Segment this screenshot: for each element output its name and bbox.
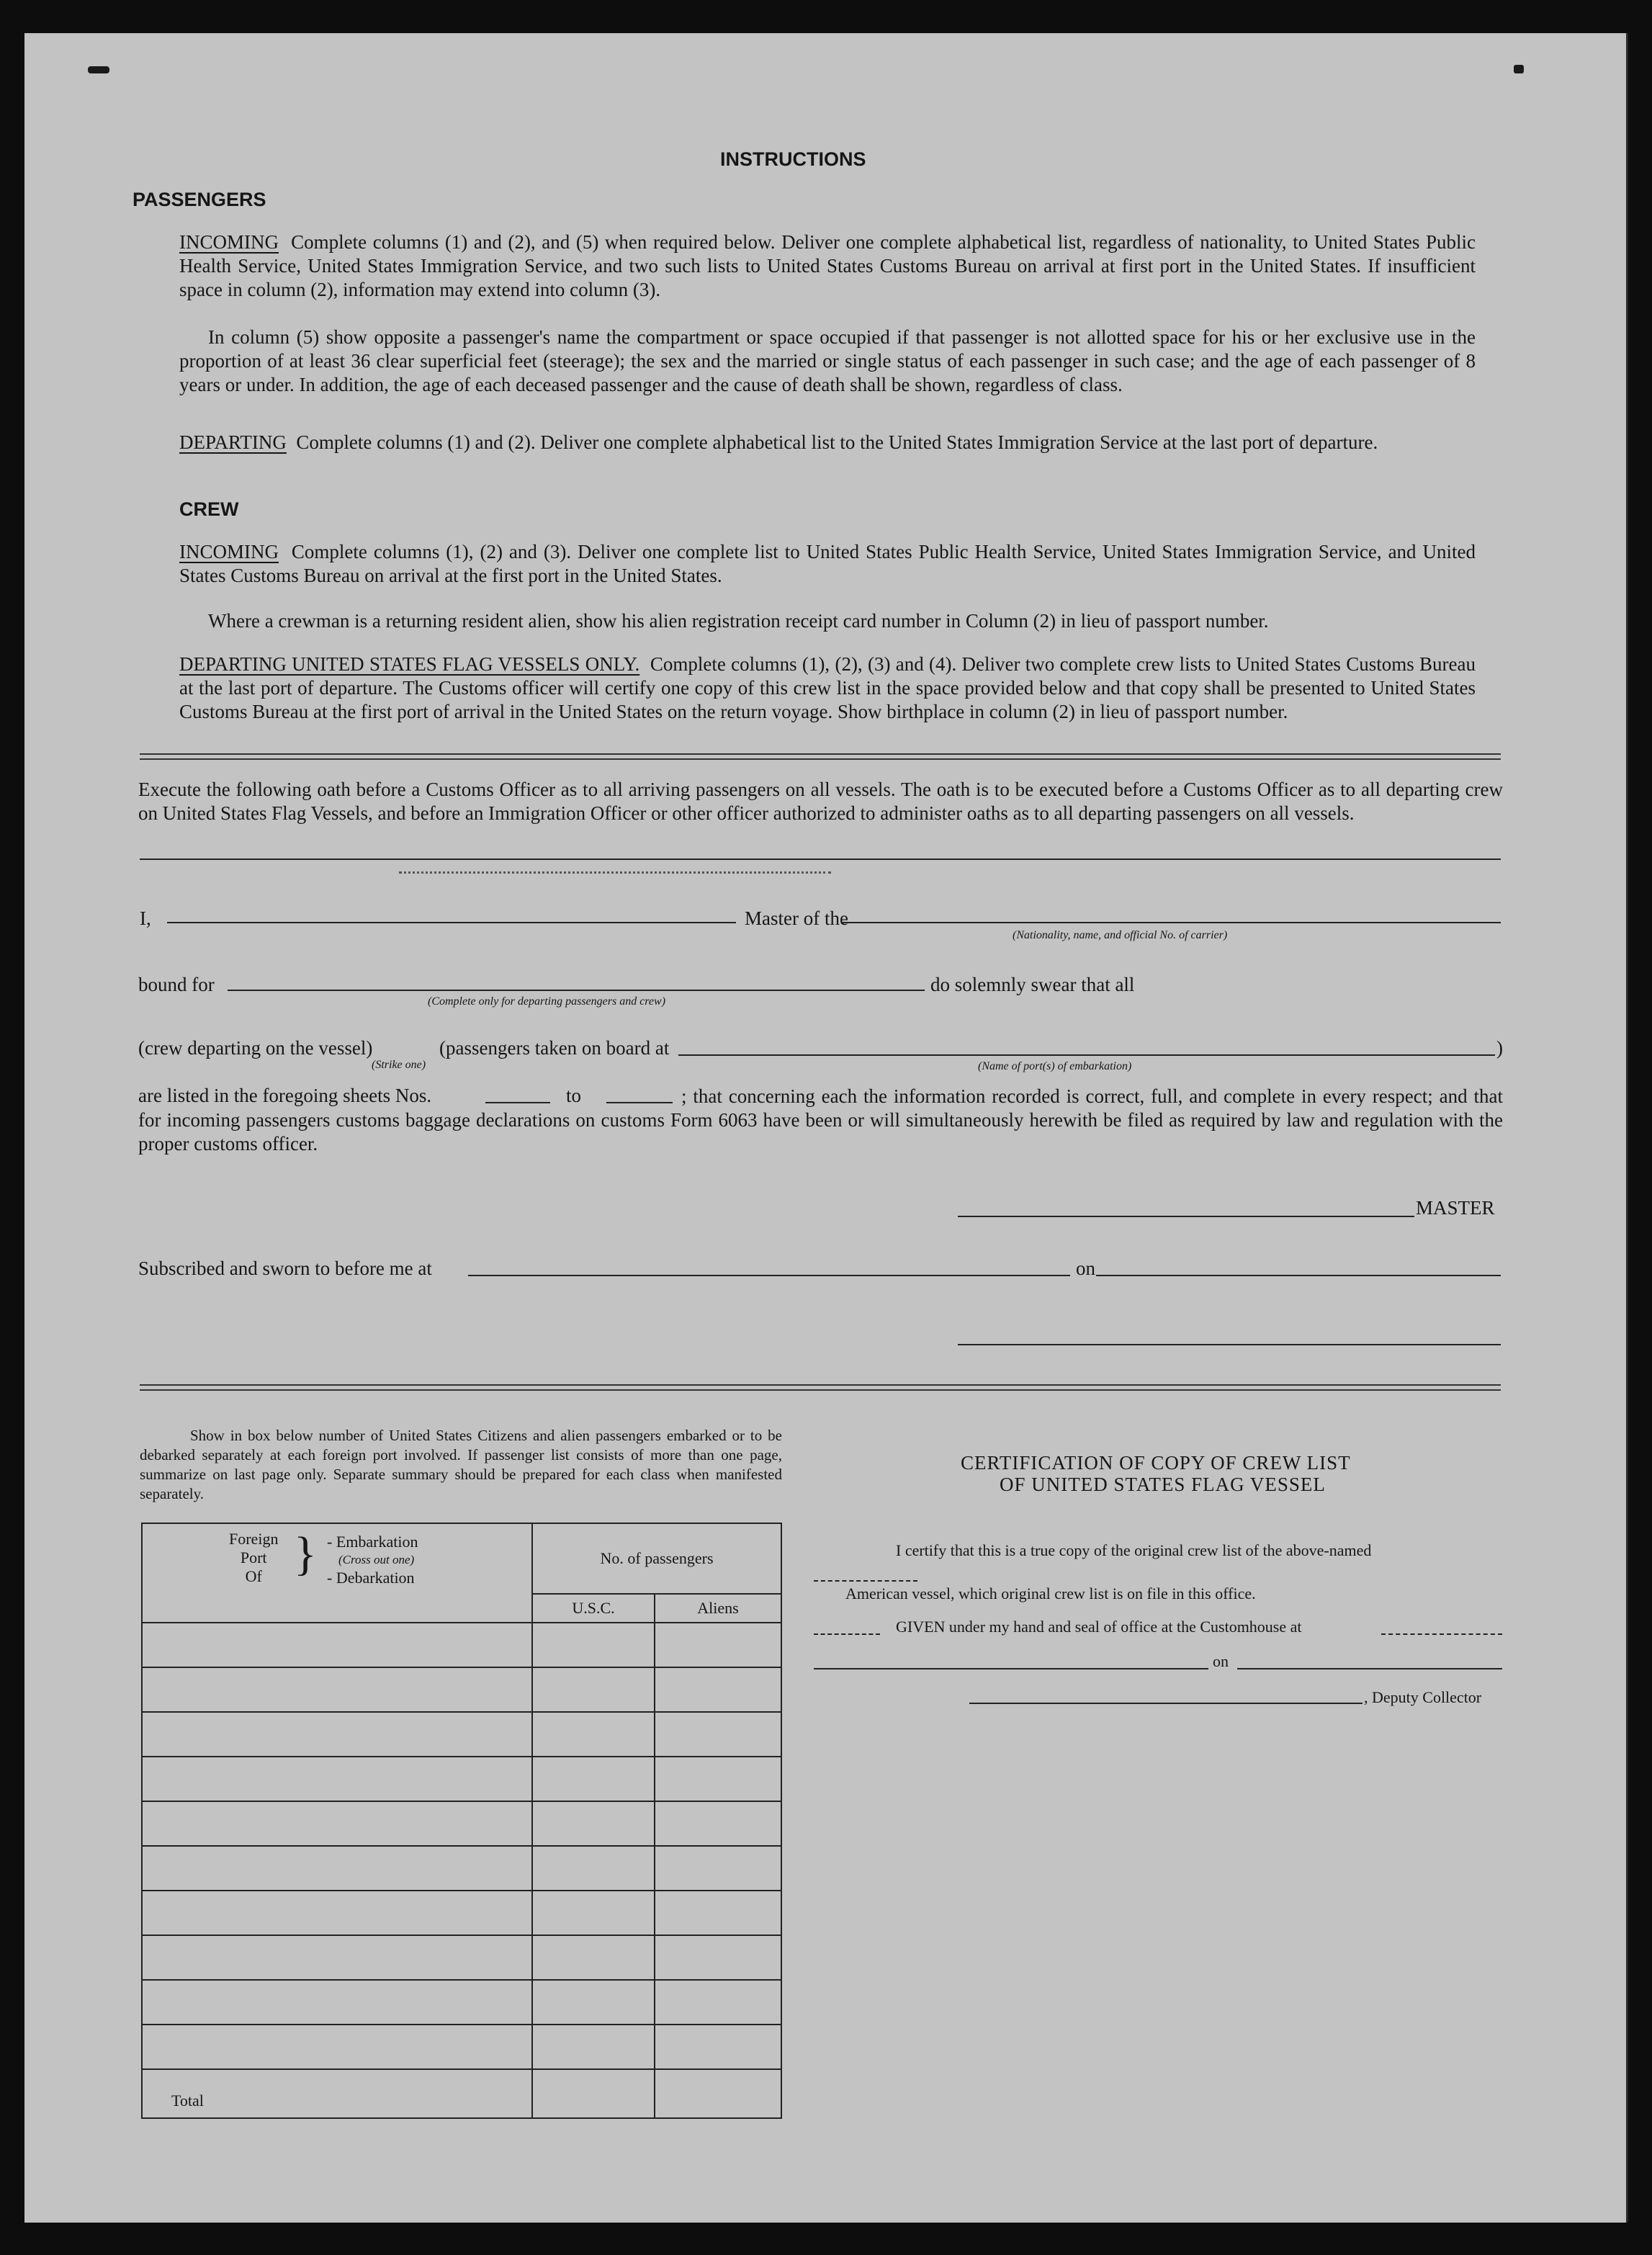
port-note: (Name of port(s) of embarkation) — [978, 1060, 1132, 1072]
usc-cell[interactable] — [532, 1935, 655, 1980]
master-signature-label: MASTER — [1416, 1197, 1495, 1219]
crew-departing-option: (crew departing on the vessel) — [138, 1037, 373, 1059]
cert-on-label: on — [1213, 1652, 1229, 1670]
crew-incoming-text: Complete columns (1), (2) and (3). Deliver one complete list to United States Public Health Service, United States Immigration Service, and United States Customs Bureau on arrival at the first port in the United States. — [179, 541, 1476, 586]
crew-departing-paragraph — [179, 653, 1476, 724]
usc-label: U.S.C. — [572, 1599, 615, 1617]
usc-header — [532, 1594, 655, 1623]
aliens-cell[interactable] — [655, 1623, 781, 1667]
given-blank[interactable] — [814, 1633, 880, 1635]
section-divider — [140, 753, 1501, 760]
deputy-signature-field[interactable] — [969, 1703, 1363, 1704]
sworn-on-label: on — [1076, 1257, 1095, 1279]
sheets-paragraph — [138, 1085, 1503, 1156]
brace-icon: } — [294, 1528, 317, 1580]
cert-date-field-2[interactable] — [1237, 1668, 1502, 1669]
bound-for-label: bound for — [138, 974, 215, 995]
crew-departing-text: Complete columns (1), (2), (3) and (4). Deliver two complete crew lists to United States Customs Bureau at the last port of departure. The Customs officer will certify one copy of this crew list in the space provided below and that copy shall be presented to United States Customs Bureau at the first port of arrival in the United States on the return voyage. Show birthplace in column (2) in lieu of passport number. — [179, 653, 1476, 722]
port-cell[interactable] — [142, 1846, 532, 1891]
foreign-port-header — [142, 1523, 532, 1623]
embarkation-port-field[interactable] — [678, 1054, 1495, 1056]
summary-row — [142, 1801, 781, 1846]
carrier-field[interactable] — [843, 922, 1501, 923]
sheets-text: ; that concerning each the information recorded is correct, full, and complete in every respect; and that for incoming passengers customs baggage declarations on customs Form 6063 have been or will simultaneously herewith be filed as required by law and regulation with the proper customs officer. — [138, 1085, 1503, 1155]
passengers-departing-text: Complete columns (1) and (2). Deliver one complete alphabetical list to the United States Immigration Service at the last port of departure. — [296, 431, 1378, 453]
page-title: INSTRUCTIONS — [720, 148, 866, 170]
summary-instructions-text: Show in box below number of United States Citizens and alien passengers embarked or to be debarked separately at each foreign port involved. If passenger list consists of more than one page, summarize on last page only. Separate summary should be prepared for each class when manifested separately. — [140, 1427, 782, 1502]
usc-cell[interactable] — [532, 1801, 655, 1846]
sheets-prefix: are listed in the foregoing sheets Nos. — [138, 1085, 432, 1106]
passengers-departing-label: DEPARTING — [179, 431, 287, 453]
summary-row — [142, 1935, 781, 1980]
certify-text: I certify that this is a true copy of the original crew list of the above-named — [896, 1541, 1372, 1559]
port-cell[interactable] — [142, 2025, 532, 2069]
summary-instructions — [140, 1426, 782, 1504]
subscribed-label: Subscribed and sworn to before me at — [138, 1257, 432, 1279]
total-usc-cell[interactable] — [532, 2069, 655, 2118]
deputy-collector-label: , Deputy Collector — [1364, 1688, 1482, 1706]
section-divider — [140, 858, 1501, 860]
embarkation-label: - Embarkation — [327, 1533, 418, 1551]
aliens-cell[interactable] — [655, 1757, 781, 1801]
customhouse-field[interactable] — [1381, 1633, 1502, 1635]
usc-cell[interactable] — [532, 1891, 655, 1935]
oath-i-label: I, — [140, 907, 151, 929]
oath-intro-text: Execute the following oath before a Customs Officer as to all arriving passengers on all vessels. The oath is to be executed before a Customs Officer as to all departing crew on United States Flag Vessels, and before an Immigration Officer or other officer authorized to administer oaths as to all departing passengers on all vessels. — [138, 779, 1503, 824]
aliens-cell[interactable] — [655, 1712, 781, 1757]
port-cell[interactable] — [142, 1935, 532, 1980]
summary-row — [142, 2025, 781, 2069]
certify-blank[interactable] — [814, 1580, 917, 1582]
master-name-field[interactable] — [167, 922, 736, 923]
passengers-incoming-text: Complete columns (1) and (2), and (5) when required below. Deliver one complete alphabetical list, regardless of nationality, to United States Public Health Service, United States Immigration Service, and two such lists to United States Customs Bureau on arrival at first port in the United States. If insufficient space in column (2), information may extend into column (3). — [179, 231, 1476, 300]
bound-for-note: (Complete only for departing passengers and crew) — [428, 995, 666, 1008]
port-cell[interactable] — [142, 1712, 532, 1757]
section-divider — [140, 1384, 1501, 1391]
officer-signature-field[interactable] — [958, 1344, 1501, 1345]
crew-returning-paragraph — [179, 609, 1476, 633]
total-label: Total — [171, 2092, 204, 2110]
port-label: Port — [240, 1548, 267, 1566]
aliens-cell[interactable] — [655, 1980, 781, 2025]
sworn-place-field[interactable] — [468, 1275, 1070, 1276]
passengers-taken-option: (passengers taken on board at — [439, 1037, 670, 1059]
foreign-label: Foreign — [229, 1530, 279, 1548]
summary-row — [142, 1891, 781, 1935]
oath-intro-paragraph — [138, 778, 1503, 825]
summary-row — [142, 1980, 781, 2025]
aliens-cell[interactable] — [655, 1935, 781, 1980]
passengers-column5-paragraph — [179, 326, 1476, 397]
total-row-label — [142, 2069, 532, 2118]
port-cell[interactable] — [142, 1757, 532, 1801]
port-cell[interactable] — [142, 1801, 532, 1846]
certification-title-2: OF UNITED STATES FLAG VESSEL — [1000, 1474, 1326, 1495]
summary-row — [142, 1757, 781, 1801]
aliens-cell[interactable] — [655, 1891, 781, 1935]
usc-cell[interactable] — [532, 1623, 655, 1667]
usc-cell[interactable] — [532, 2025, 655, 2069]
master-signature-field[interactable] — [958, 1216, 1414, 1217]
no-of-passengers-header: No. of passengers — [532, 1523, 781, 1594]
aliens-cell[interactable] — [655, 1801, 781, 1846]
summary-row — [142, 1623, 781, 1667]
crew-departing-label: DEPARTING UNITED STATES FLAG VESSELS ONLY. — [179, 653, 640, 675]
carrier-note: (Nationality, name, and official No. of carrier) — [1013, 929, 1228, 941]
summary-row — [142, 1846, 781, 1891]
usc-cell[interactable] — [532, 1757, 655, 1801]
usc-cell[interactable] — [532, 1712, 655, 1757]
passengers-column5-text: In column (5) show opposite a passenger's name the compartment or space occupied if that passenger is not allotted space for his or her exclusive use in the proportion of at least 36 clear superficial feet (steerage); the sex and the married or single status of each passenger in such case; and the age of each passenger of 8 years or under. In addition, the age of each deceased passenger and the cause of death shall be shown, regardless of class. — [179, 326, 1476, 395]
passengers-incoming-label: INCOMING — [179, 231, 279, 253]
passengers-departing-paragraph — [179, 431, 1476, 454]
cert-date-field-1[interactable] — [814, 1668, 1208, 1669]
to-label: to — [566, 1085, 582, 1106]
passenger-summary-table — [141, 1523, 782, 2119]
usc-cell[interactable] — [532, 1846, 655, 1891]
form-sheet — [24, 33, 1628, 2223]
debarkation-label: - Debarkation — [327, 1569, 415, 1587]
crew-returning-text: Where a crewman is a returning resident alien, show his alien registration receipt card number in Column (2) in lieu of passport number. — [208, 610, 1269, 632]
bound-for-field[interactable] — [228, 990, 925, 991]
hole-punch-mark — [88, 66, 109, 73]
summary-rows — [142, 1623, 781, 2069]
port-cell[interactable] — [142, 1667, 532, 1712]
sworn-date-field[interactable] — [1096, 1275, 1501, 1276]
aliens-cell[interactable] — [655, 2025, 781, 2069]
given-text: GIVEN under my hand and seal of office at the Customhouse at — [896, 1618, 1302, 1636]
master-of-label: Master of the — [745, 907, 848, 929]
aliens-label: Aliens — [697, 1599, 739, 1617]
american-vessel-text: American vessel, which original crew list is on file in this office. — [845, 1584, 1256, 1602]
port-cell[interactable] — [142, 1891, 532, 1935]
crew-heading: CREW — [179, 498, 239, 520]
passengers-incoming-paragraph — [179, 230, 1476, 302]
swear-label: do solemnly swear that all — [930, 974, 1135, 995]
close-paren: ) — [1496, 1037, 1503, 1059]
aliens-cell[interactable] — [655, 1667, 781, 1712]
certification-title-1: CERTIFICATION OF COPY OF CREW LIST — [961, 1452, 1351, 1474]
crew-incoming-paragraph — [179, 540, 1476, 588]
port-cell[interactable] — [142, 1980, 532, 2025]
cross-out-note: (Cross out one) — [338, 1553, 415, 1566]
summary-row — [142, 1667, 781, 1712]
aliens-header — [655, 1594, 781, 1623]
crew-incoming-label: INCOMING — [179, 541, 279, 562]
dotted-rule — [399, 871, 831, 874]
hole-punch-mark — [1514, 65, 1524, 73]
aliens-cell[interactable] — [655, 1846, 781, 1891]
of-label: Of — [245, 1567, 262, 1585]
usc-cell[interactable] — [532, 1980, 655, 2025]
total-aliens-cell[interactable] — [655, 2069, 781, 2118]
port-cell[interactable] — [142, 1623, 532, 1667]
summary-row — [142, 1712, 781, 1757]
strike-note: (Strike one) — [372, 1059, 426, 1071]
usc-cell[interactable] — [532, 1667, 655, 1712]
passengers-heading: PASSENGERS — [133, 189, 266, 210]
